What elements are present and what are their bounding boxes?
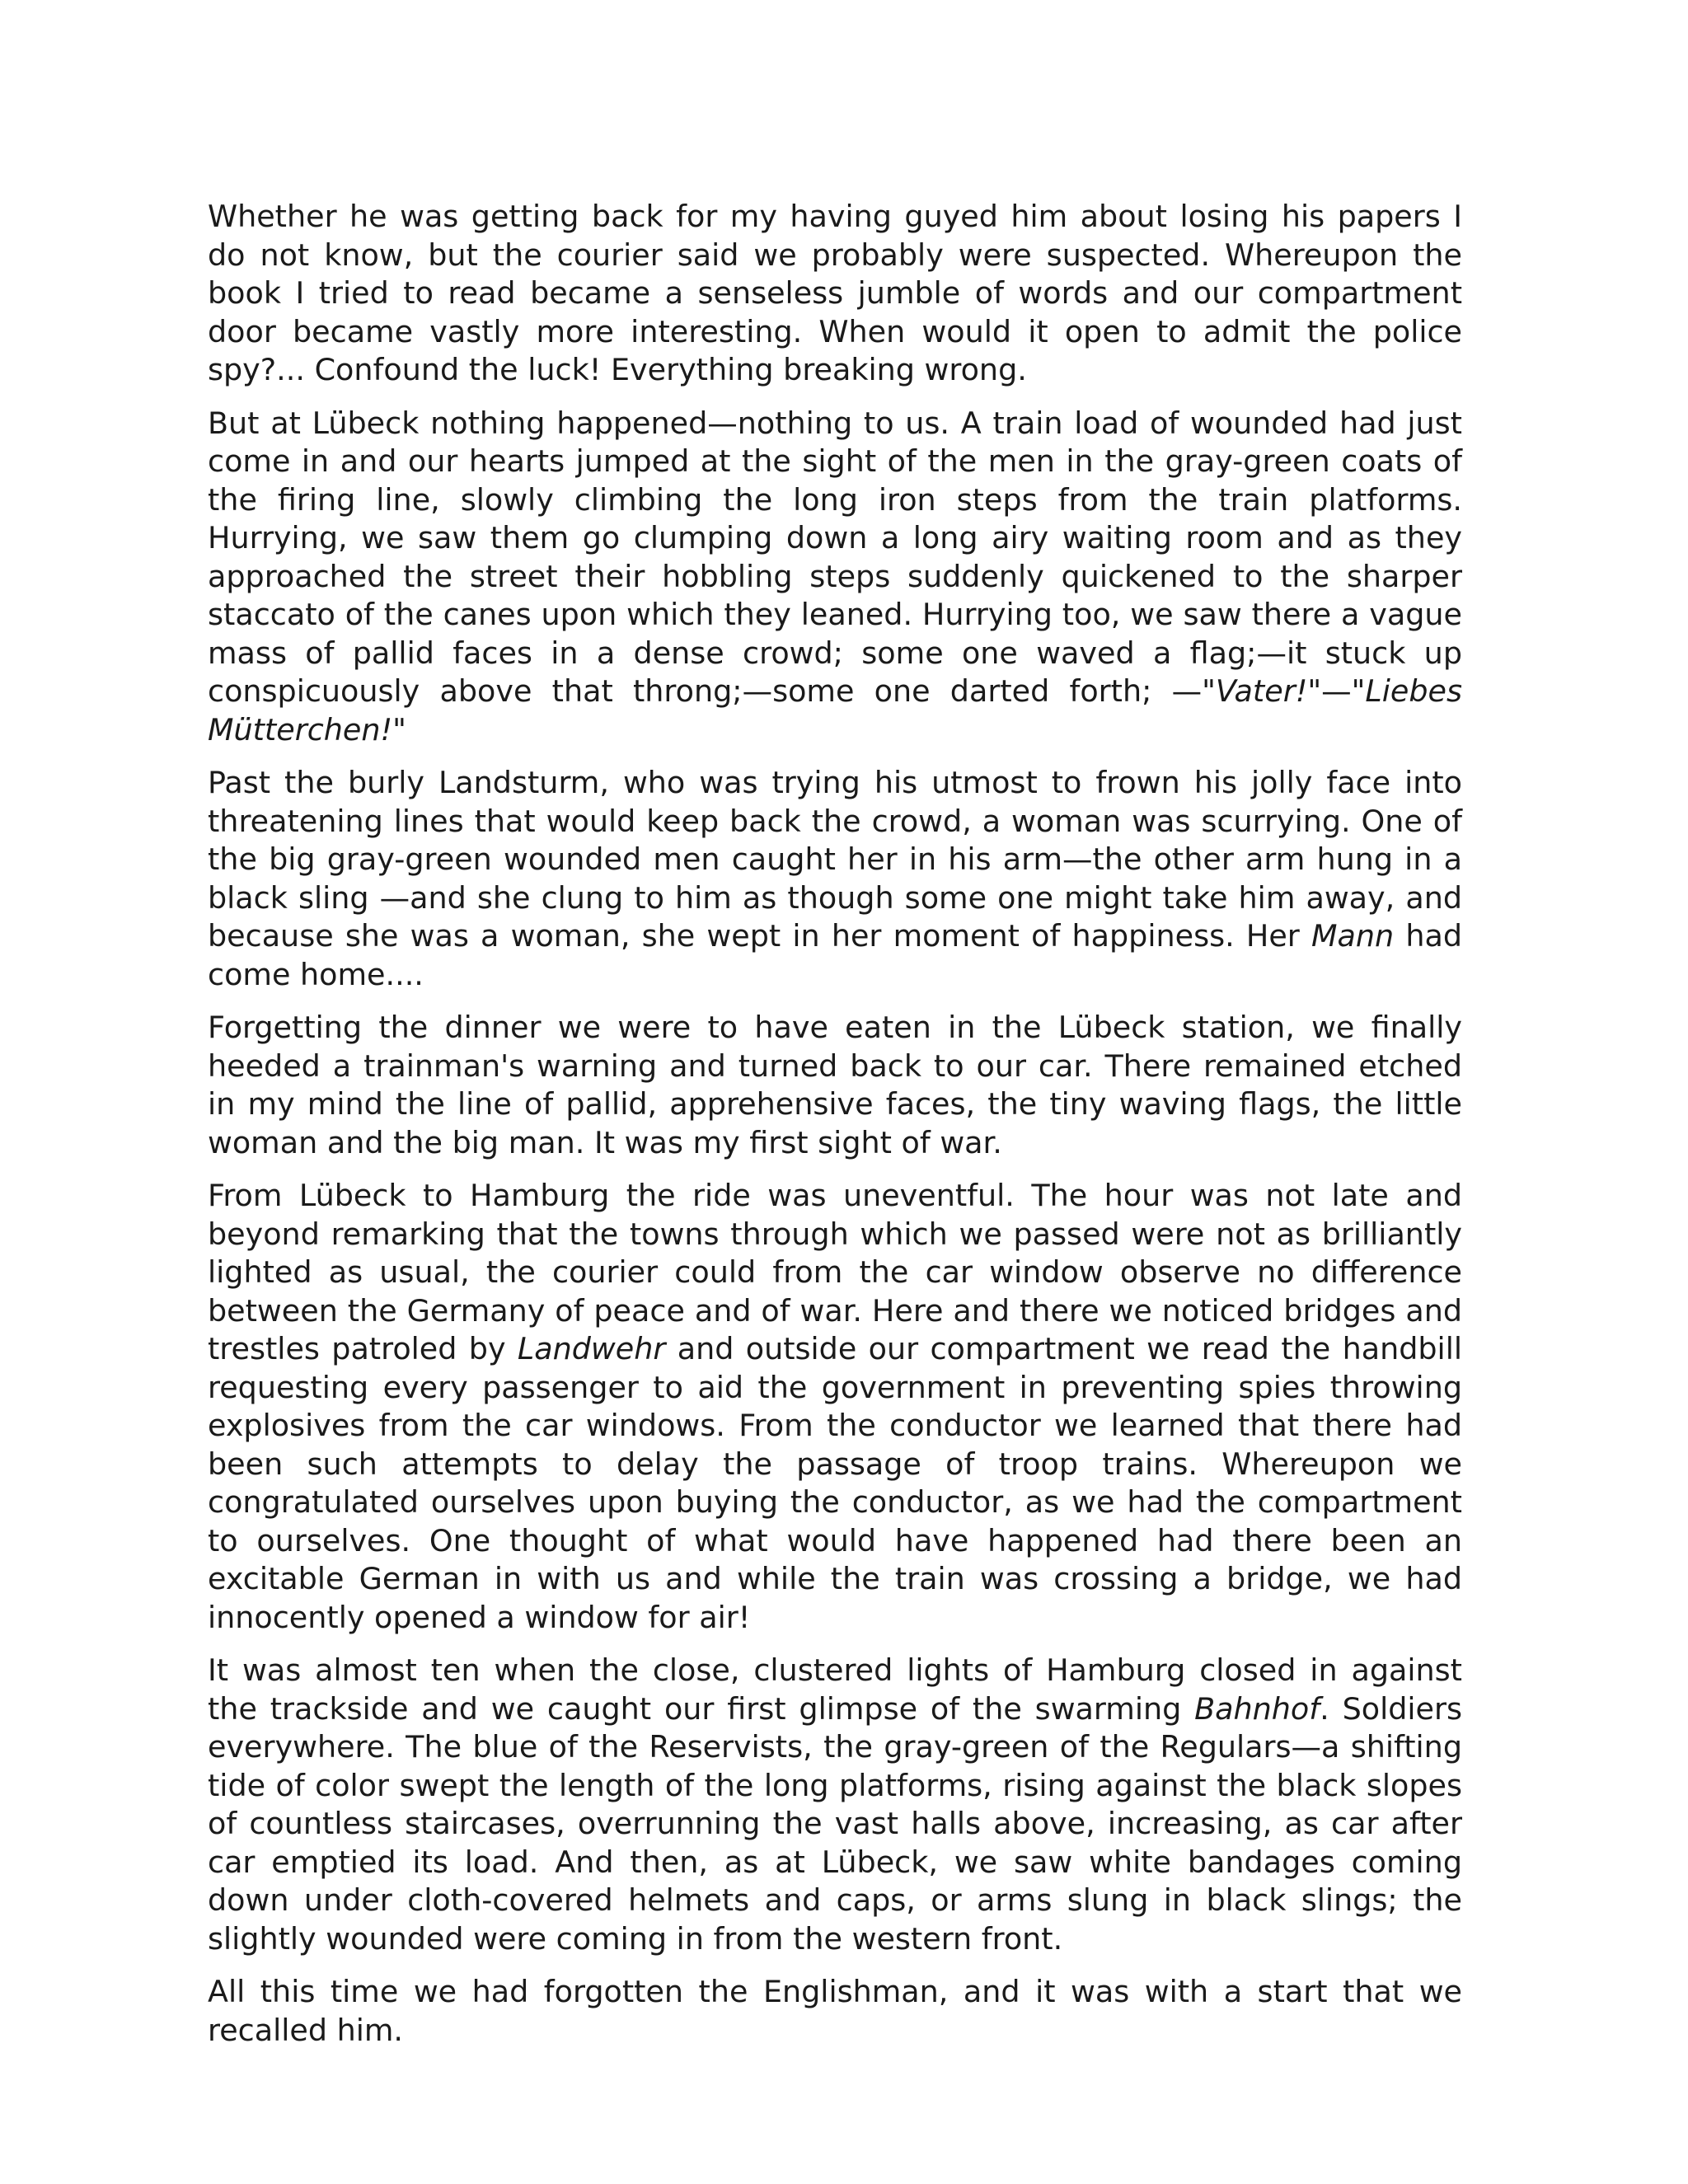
paragraph-text: All this time we had forgotten the Englishman, and it was with a start that we recalled him.	[208, 1974, 1462, 2048]
italic-text: Liebes Mütterchen!	[208, 673, 1462, 748]
paragraph-text: "—"	[1307, 673, 1366, 709]
paragraph-1	[208, 198, 1462, 390]
paragraph-text: Whether he was getting back for my having guyed him about losing his papers I do not know, but the courier said we probably were suspected. Whereupon the book I tried to read became a senseless jumble of words and our compartment door became vastly more interesting. When would it open to admit the police spy?... Confound the luck! Everything breaking wrong.	[208, 199, 1462, 387]
italic-text: Bahnhof	[1194, 1690, 1320, 1727]
paragraph-7	[208, 1973, 1462, 2050]
paragraph-3	[208, 764, 1462, 994]
paragraph-text: From Lübeck to Hamburg the ride was uneventful. The hour was not late and beyond remarking that the towns through which we passed were not as brilliantly lighted as usual, the courier could from the car window observe no difference between the Germany of peace and of war. Here and there we noticed bridges and trestles patroled by	[208, 1178, 1462, 1366]
paragraph-5	[208, 1177, 1462, 1637]
paragraph-6	[208, 1652, 1462, 1958]
paragraph-text: Past the burly Landsturm, who was trying his utmost to frown his jolly face into threatening lines that would keep back the crowd, a woman was scurrying. One of the big gray-green wounded men caught her in his arm—the other arm hung in a black sling —and she clung to him as though some one might take him away, and because she was a woman, she wept in her moment of happiness. Her	[208, 765, 1462, 954]
paragraph-4	[208, 1009, 1462, 1162]
paragraph-text: and outside our compartment we read the handbill requesting every passenger to aid the government in preventing spies throwing explosives from the car windows. From the conductor we learned that there had been such attempts to delay the passage of troop trains. Whereupon we congratulated ourselves upon buying the conductor, as we had the compartment to ourselves. One thought of what would have happened had there been an excitable German in with us and while the train was crossing a bridge, we had innocently opened a window for air!	[208, 1331, 1462, 1635]
italic-text: Landwehr	[517, 1331, 666, 1366]
paragraph-text: Forgetting the dinner we were to have eaten in the Lübeck station, we finally heeded a trainman's warning and turned back to our car. There remained etched in my mind the line of pallid, apprehensive faces, the tiny waving flags, the little woman and the big man. It was my first sight of war.	[208, 1010, 1462, 1160]
paragraph-text: . Soldiers everywhere. The blue of the Reservists, the gray-green of the Regulars—a shifting tide of color swept the length of the long platforms, rising against the black slopes of countless staircases, overrunning the vast halls above, increasing, as car after car emptied its load. And then, as at Lübeck, we saw white bandages coming down under cloth-covered helmets and caps, or arms slung in black slings; the slightly wounded were coming in from the western front.	[208, 1690, 1462, 1957]
paragraph-2	[208, 405, 1462, 750]
italic-text: Vater!	[1215, 673, 1308, 709]
italic-text: Mann	[1311, 918, 1395, 954]
paragraph-text: "	[392, 711, 406, 748]
paragraph-text: But at Lübeck nothing happened—nothing to us. A train load of wounded had just come in and our hearts jumped at the sight of the men in the gray-green coats of the firing line, slowly climbing the long iron steps from the train platforms. Hurrying, we saw them go clumping down a long airy waiting room and as they approached the street their hobbling steps suddenly quickened to the sharper staccato of the canes upon which they leaned. Hurrying too, we saw there a vague mass of pallid faces in a dense crowd; some one waved a flag;—it stuck up conspicuously above that throng;—some one darted forth; —"	[208, 405, 1462, 709]
paragraph-text: had come home....	[208, 918, 1462, 992]
paragraph-text: It was almost ten when the close, clustered lights of Hamburg closed in against the trackside and we caught our first glimpse of the swarming	[208, 1652, 1462, 1727]
document-page	[208, 198, 1462, 2064]
